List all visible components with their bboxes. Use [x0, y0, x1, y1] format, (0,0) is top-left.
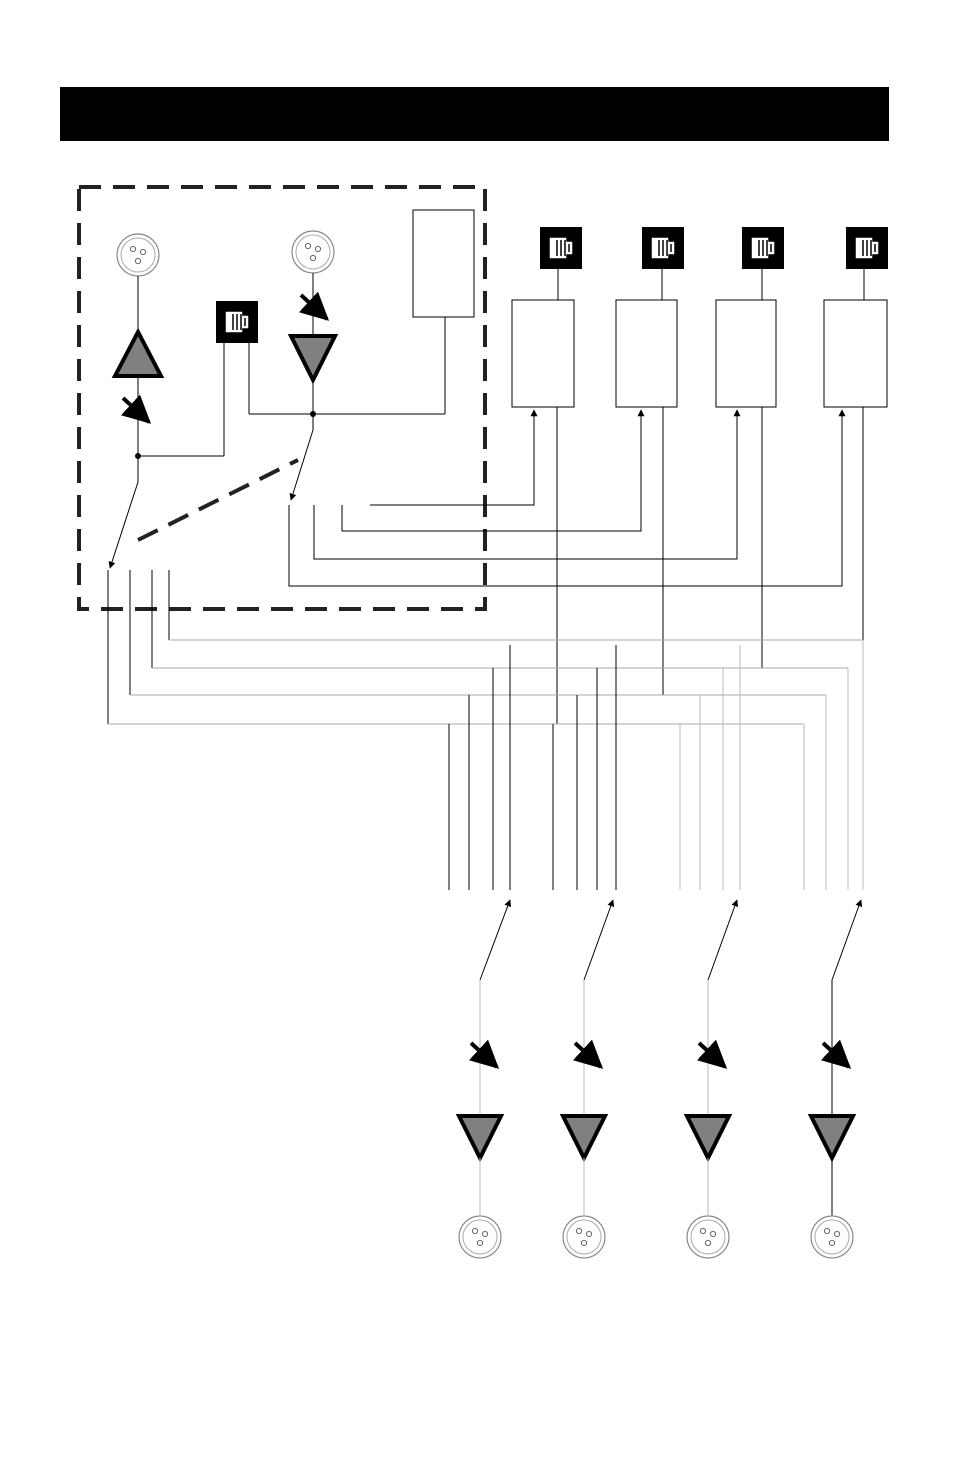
channel-1 [459, 900, 510, 1258]
channel-4 [811, 900, 861, 1258]
level-arrow-icon [575, 1043, 601, 1067]
switch-icon [832, 900, 861, 980]
level-arrow-icon [823, 1043, 849, 1067]
triangle-amplifier-icon [811, 1116, 853, 1158]
channel-3 [687, 900, 737, 1258]
rj-jack-icon [642, 227, 684, 269]
level-arrow-icon [123, 398, 149, 422]
xlr-jack-icon [563, 1216, 605, 1258]
switch-icon [708, 900, 737, 980]
xlr-jack-icon [117, 234, 159, 276]
rj-jack-icon [540, 227, 582, 269]
rj-jack-icon [846, 227, 888, 269]
rj-jack-icon [742, 227, 784, 269]
switch-icon [291, 430, 313, 500]
triangle-amplifier-icon [459, 1116, 501, 1158]
xlr-jack-icon [811, 1216, 853, 1258]
level-arrow-icon [699, 1043, 725, 1067]
switch-icon [110, 482, 138, 568]
switch-icon [584, 900, 613, 980]
channel-2 [563, 900, 613, 1258]
triangle-amplifier-icon [687, 1116, 729, 1158]
xlr-jack-icon [459, 1216, 501, 1258]
triangle-amplifier-icon [115, 332, 161, 376]
rj-jack-icon [216, 301, 258, 343]
triangle-amplifier-icon [563, 1116, 605, 1158]
level-arrow-icon [471, 1043, 497, 1067]
triangle-amplifier-icon [291, 336, 335, 380]
switch-icon [480, 900, 510, 980]
xlr-jack-icon [292, 231, 334, 273]
xlr-jack-icon [687, 1216, 729, 1258]
level-arrow-icon [301, 295, 327, 319]
